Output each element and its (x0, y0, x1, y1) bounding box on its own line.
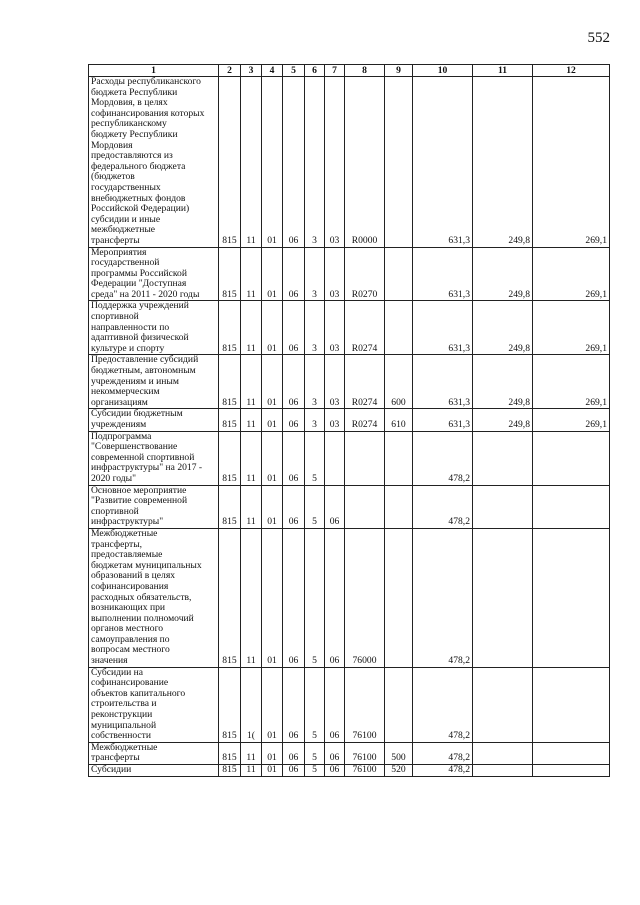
code-cell: 03 (325, 409, 345, 431)
code-cell: R0274 (345, 409, 385, 431)
code-cell: 3 (305, 77, 325, 248)
code-cell: 01 (262, 765, 283, 777)
amount-cell: 478,2 (413, 528, 473, 667)
budget-table (88, 64, 610, 777)
header-row (89, 65, 610, 77)
code-cell: 06 (325, 765, 345, 777)
code-cell: 06 (325, 742, 345, 764)
code-cell: 5 (305, 667, 325, 742)
code-cell: 11 (241, 355, 262, 409)
code-cell: 06 (325, 528, 345, 667)
code-cell: 5 (305, 528, 325, 667)
code-cell: R0270 (345, 247, 385, 301)
table-row (89, 247, 610, 301)
table-row (89, 301, 610, 355)
code-cell: 03 (325, 77, 345, 248)
amount-cell: 249,8 (473, 301, 533, 355)
amount-cell: 249,8 (473, 355, 533, 409)
page-number: 552 (587, 30, 610, 46)
table-row (89, 431, 610, 485)
code-cell: 01 (262, 77, 283, 248)
code-cell: 06 (283, 431, 305, 485)
code-cell: 815 (219, 77, 241, 248)
code-cell (345, 431, 385, 485)
code-cell: 06 (283, 765, 305, 777)
column-header: 11 (473, 65, 533, 77)
code-cell: 5 (305, 765, 325, 777)
code-cell: 5 (305, 485, 325, 528)
column-header: 8 (345, 65, 385, 77)
amount-cell (473, 528, 533, 667)
column-header: 6 (305, 65, 325, 77)
code-cell: 01 (262, 742, 283, 764)
amount-cell: 269,1 (533, 301, 610, 355)
code-cell: 06 (325, 667, 345, 742)
code-cell: 815 (219, 301, 241, 355)
code-cell: 06 (283, 355, 305, 409)
code-cell: 11 (241, 528, 262, 667)
code-cell: 01 (262, 355, 283, 409)
code-cell: 815 (219, 528, 241, 667)
code-cell: R0274 (345, 301, 385, 355)
code-cell: 01 (262, 431, 283, 485)
table-body (89, 77, 610, 777)
amount-cell: 269,1 (533, 247, 610, 301)
amount-cell: 631,3 (413, 409, 473, 431)
column-header: 2 (219, 65, 241, 77)
column-header: 10 (413, 65, 473, 77)
code-cell: 815 (219, 409, 241, 431)
row-label: Поддержка учреждений спортивной направленности по адаптивной физической культуре и спорту (89, 301, 219, 355)
code-cell: 815 (219, 355, 241, 409)
code-cell: 610 (385, 409, 413, 431)
code-cell: 06 (283, 301, 305, 355)
amount-cell: 269,1 (533, 409, 610, 431)
row-label: Межбюджетные трансферты (89, 742, 219, 764)
row-label: Субсидии на софинансирование объектов капитального строительства и реконструкции муниципальной собственности (89, 667, 219, 742)
row-label: Субсидии бюджетным учреждениям (89, 409, 219, 431)
table-row (89, 409, 610, 431)
row-label: Мероприятия государственной программы Российской Федерации "Доступная среда" на 2011 - 2020 годы (89, 247, 219, 301)
amount-cell: 478,2 (413, 742, 473, 764)
row-label: Предоставление субсидий бюджетным, автономным учреждениям и иным некоммерческим организациям (89, 355, 219, 409)
code-cell: 520 (385, 765, 413, 777)
code-cell: 01 (262, 301, 283, 355)
code-cell: 11 (241, 77, 262, 248)
code-cell: 06 (283, 77, 305, 248)
code-cell: 11 (241, 247, 262, 301)
code-cell: 11 (241, 742, 262, 764)
row-label: Межбюджетные трансферты, предоставляемые бюджетам муниципальных образований в целях софинансирования расходных обязательств, возникающих при выполнении полномочий органов местного самоуправления по вопросам местного значения (89, 528, 219, 667)
code-cell: 1( (241, 667, 262, 742)
code-cell: 01 (262, 528, 283, 667)
amount-cell (533, 528, 610, 667)
code-cell: 3 (305, 301, 325, 355)
amount-cell (473, 742, 533, 764)
row-label: Субсидии (89, 765, 219, 777)
code-cell (385, 247, 413, 301)
amount-cell: 631,3 (413, 247, 473, 301)
amount-cell (473, 485, 533, 528)
code-cell: 3 (305, 409, 325, 431)
code-cell: 03 (325, 355, 345, 409)
code-cell: 11 (241, 409, 262, 431)
table-row (89, 667, 610, 742)
amount-cell: 478,2 (413, 667, 473, 742)
code-cell (385, 667, 413, 742)
code-cell: 76100 (345, 765, 385, 777)
amount-cell (473, 431, 533, 485)
code-cell: 11 (241, 485, 262, 528)
table-row (89, 77, 610, 248)
amount-cell: 478,2 (413, 765, 473, 777)
code-cell: 01 (262, 247, 283, 301)
code-cell: 815 (219, 247, 241, 301)
code-cell: R0274 (345, 355, 385, 409)
code-cell: 76000 (345, 528, 385, 667)
code-cell (385, 528, 413, 667)
amount-cell (473, 765, 533, 777)
code-cell: 06 (283, 742, 305, 764)
table-row (89, 765, 610, 777)
amount-cell (533, 742, 610, 764)
amount-cell: 269,1 (533, 77, 610, 248)
column-header: 7 (325, 65, 345, 77)
code-cell: 815 (219, 765, 241, 777)
amount-cell: 249,8 (473, 409, 533, 431)
row-label: Подпрограмма "Совершенствование современной спортивной инфраструктуры" на 2017 - 2020 годы" (89, 431, 219, 485)
code-cell: 01 (262, 667, 283, 742)
code-cell: 06 (283, 247, 305, 301)
code-cell: 5 (305, 431, 325, 485)
code-cell: 3 (305, 247, 325, 301)
amount-cell: 269,1 (533, 355, 610, 409)
code-cell: 03 (325, 301, 345, 355)
code-cell: 500 (385, 742, 413, 764)
code-cell: 76100 (345, 667, 385, 742)
amount-cell: 249,8 (473, 247, 533, 301)
code-cell: 815 (219, 485, 241, 528)
amount-cell: 478,2 (413, 485, 473, 528)
table-row (89, 485, 610, 528)
code-cell: 03 (325, 247, 345, 301)
code-cell: 5 (305, 742, 325, 764)
code-cell (345, 485, 385, 528)
code-cell: 06 (283, 667, 305, 742)
column-header: 1 (89, 65, 219, 77)
code-cell: 3 (305, 355, 325, 409)
amount-cell (473, 667, 533, 742)
code-cell: 06 (283, 528, 305, 667)
code-cell (325, 431, 345, 485)
amount-cell (533, 667, 610, 742)
amount-cell: 631,3 (413, 77, 473, 248)
code-cell: 815 (219, 667, 241, 742)
code-cell (385, 301, 413, 355)
code-cell: 815 (219, 742, 241, 764)
code-cell: 06 (325, 485, 345, 528)
table-row (89, 355, 610, 409)
row-label: Расходы республиканского бюджета Республики Мордовия, в целях софинансирования которых республиканскому бюджету Республики Мордовия предоставляются из федерального бюджета (бюджетов государственных внебюджетных фондов Российской Федерации) субсидии и иные межбюджетные трансферты (89, 77, 219, 248)
table-row (89, 742, 610, 764)
code-cell: 11 (241, 431, 262, 485)
code-cell: 01 (262, 409, 283, 431)
code-cell: 600 (385, 355, 413, 409)
column-header: 4 (262, 65, 283, 77)
amount-cell (533, 431, 610, 485)
amount-cell: 249,8 (473, 77, 533, 248)
code-cell: 11 (241, 301, 262, 355)
column-header: 12 (533, 65, 610, 77)
code-cell: 11 (241, 765, 262, 777)
code-cell (385, 485, 413, 528)
row-label: Основное мероприятие "Развитие современной спортивной инфраструктуры" (89, 485, 219, 528)
code-cell: 06 (283, 485, 305, 528)
code-cell: 815 (219, 431, 241, 485)
column-header: 3 (241, 65, 262, 77)
code-cell (385, 431, 413, 485)
code-cell: 76100 (345, 742, 385, 764)
code-cell: 01 (262, 485, 283, 528)
amount-cell: 631,3 (413, 301, 473, 355)
amount-cell (533, 485, 610, 528)
amount-cell: 478,2 (413, 431, 473, 485)
code-cell: R0000 (345, 77, 385, 248)
column-header: 5 (283, 65, 305, 77)
amount-cell (533, 765, 610, 777)
table-row (89, 528, 610, 667)
amount-cell: 631,3 (413, 355, 473, 409)
column-header: 9 (385, 65, 413, 77)
code-cell (385, 77, 413, 248)
code-cell: 06 (283, 409, 305, 431)
